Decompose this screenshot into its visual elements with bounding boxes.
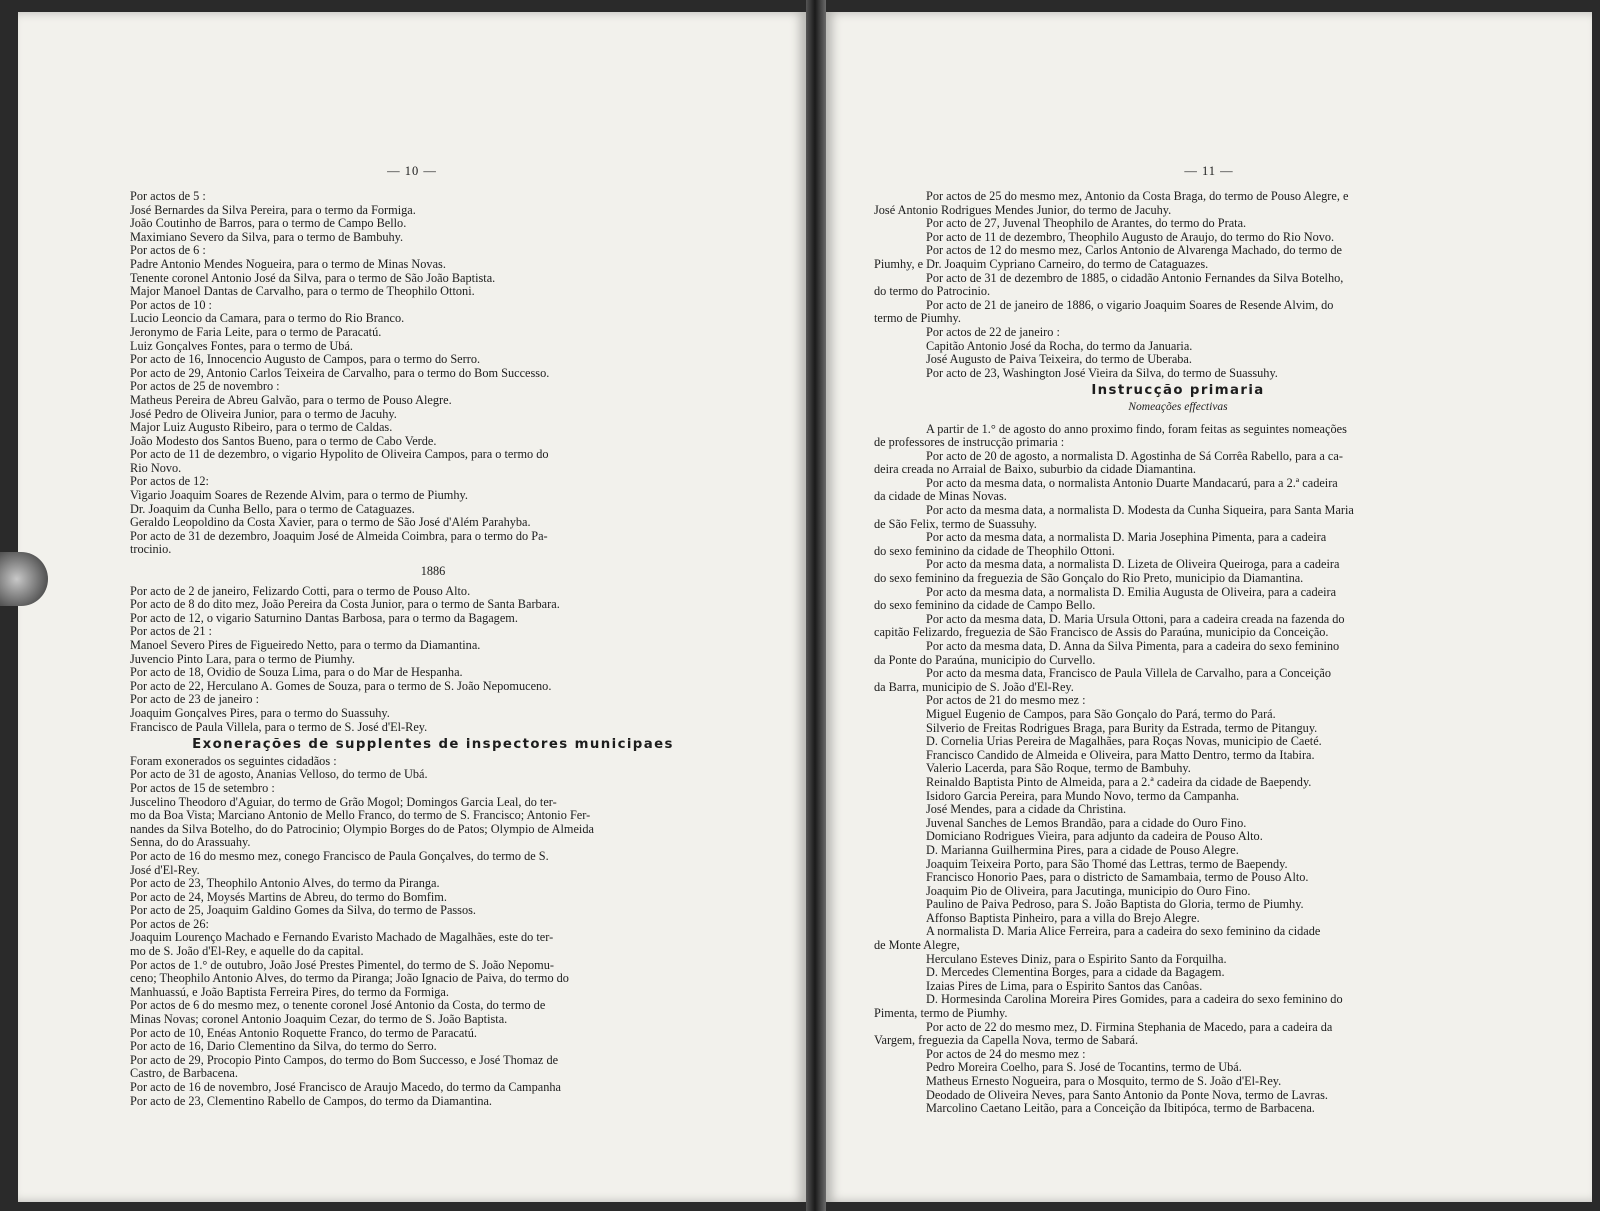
text-line: Por actos de 12 do mesmo mez, Carlos Antonio de Alvarenga Machado, do termo de (926, 243, 1342, 258)
text-line: Por acto de 22, Herculano A. Gomes de Souza, para o termo de S. João Nepomuceno. (130, 678, 552, 693)
text-line: Joaquim Gonçalves Pires, para o termo do Suassuhy. (130, 705, 390, 720)
text-line: João Modesto dos Santos Bueno, para o termo de Cabo Verde. (130, 433, 437, 448)
text-line: Por acto de 8 do dito mez, João Pereira da Costa Junior, para o termo de Santa Barbara. (130, 597, 560, 612)
text-line: Por actos de 1.° de outubro, João José Prestes Pimentel, do termo de S. João Nepomu- (130, 957, 554, 972)
right-page (826, 12, 1592, 1202)
text-line: José Bernardes da Silva Pereira, para o termo da Formiga. (130, 202, 416, 217)
text-line: Por actos de 6 : (130, 243, 206, 258)
text-line: do sexo feminino da cidade de Theophilo Ottoni. (874, 543, 1115, 558)
text-line: Por acto de 23, Theophilo Antonio Alves, do termo da Piranga. (130, 876, 440, 891)
text-line: Por acto de 31 de dezembro, Joaquim José de Almeida Coimbra, para o termo do Pa- (130, 528, 548, 543)
section-heading: Exonerações de supplentes de inspectores municipaes (192, 737, 674, 753)
text-line: Manoel Severo Pires de Figueiredo Netto, para o termo da Diamantina. (130, 638, 481, 652)
text-line: Joaquim Lourenço Machado e Fernando Evaristo Machado de Magalhães, este do ter- (130, 930, 554, 945)
text-line: Por acto de 31 de dezembro de 1885, o cidadão Antonio Fernandes da Silva Botelho, (926, 270, 1344, 285)
book-gutter (806, 0, 826, 1211)
text-line: Por acto da mesma data, a normalista D. Lizeta de Oliveira Queiroga, para a cadeira (926, 557, 1340, 572)
text-line: Por acto de 11 de dezembro, o vigario Hypolito de Oliveira Campos, para o termo do (130, 447, 549, 462)
text-line: D. Mercedes Clementina Borges, para a cidade da Bagagem. (926, 965, 1225, 980)
text-line: Joaquim Pio de Oliveira, para Jacutinga, municipio do Ouro Fino. (926, 883, 1251, 898)
text-line: de Monte Alegre, (874, 938, 960, 953)
text-line: Foram exonerados os seguintes cidadãos : (130, 753, 337, 768)
text-line: Por acto de 16, Dario Clementino da Silva, do termo do Serro. (130, 1039, 437, 1054)
right-page-text (874, 190, 1482, 1116)
text-line: Juvencio Pinto Lara, para o termo de Piumhy. (130, 651, 355, 666)
text-line: Por actos de 10 : (130, 297, 212, 312)
text-line: Dr. Joaquim da Cunha Bello, para o termo de Cataguazes. (130, 501, 415, 516)
text-line: Francisco Honorio Paes, para o districto de Samambaia, termo de Pouso Alto. (926, 870, 1309, 885)
text-line: A partir de 1.° de agosto do anno proximo findo, foram feitas as seguintes nomeações (926, 421, 1347, 436)
text-line: Por acto da mesma data, D. Maria Ursula Ottoni, para a cadeira creada na fazenda do (926, 611, 1345, 626)
text-line: de São Felix, termo de Suassuhy. (874, 516, 1037, 531)
text-line: Por acto de 27, Juvenal Theophilo de Arantes, do termo do Prata. (926, 216, 1247, 231)
text-line: Deodado de Oliveira Neves, para Santo Antonio da Ponte Nova, termo de Lavras. (926, 1087, 1328, 1102)
page-number-left: — 10 — (387, 164, 437, 178)
text-line: Matheus Ernesto Nogueira, para o Mosquito, termo de S. João d'El-Rey. (926, 1074, 1282, 1088)
text-line: Por acto de 29, Procopio Pinto Campos, do termo do Bom Successo, e José Thomaz de (130, 1052, 559, 1067)
text-line: Por acto de 31 de agosto, Ananias Velloso, do termo de Ubá. (130, 767, 428, 782)
text-line: Maximiano Severo da Silva, para o termo de Bambuhy. (130, 229, 404, 244)
page-number-right: — 11 — (1184, 164, 1234, 178)
text-line: Por acto de 23 de janeiro : (130, 692, 260, 707)
text-line: Reinaldo Baptista Pinto de Almeida, para a 2.ª cadeira da cidade de Baependy. (926, 774, 1312, 789)
text-line: Juscelino Theodoro d'Aguiar, do termo de Grão Mogol; Domingos Garcia Leal, do ter- (130, 794, 557, 809)
text-line: capitão Felizardo, freguezia de São Francisco de Assis do Paraúna, municipio da Conceição. (874, 625, 1329, 640)
text-line: Por acto de 23, Washington José Vieira da Silva, do termo de Suassuhy. (926, 365, 1278, 380)
section-subheading: Nomeações effectivas (1128, 400, 1228, 413)
text-line: Por acto de 18, Ovidio de Souza Lima, para o do Mar de Hespanha. (130, 665, 463, 680)
text-line: Herculano Esteves Diniz, para o Espirito Santo da Forquilha. (926, 951, 1227, 966)
text-line: José Pedro de Oliveira Junior, para o termo de Jacuhy. (130, 406, 397, 421)
left-page (18, 12, 806, 1202)
text-line: João Coutinho de Barros, para o termo de Campo Bello. (130, 216, 407, 231)
text-line: mo da Boa Vista; Marciano Antonio de Mello Franco, do termo de S. Francisco; Antonio Fer- (130, 808, 591, 823)
text-line: da cidade de Minas Novas. (874, 489, 1007, 504)
text-line: do sexo feminino da cidade de Campo Bello. (874, 598, 1096, 613)
text-line: Por actos de 5 : (130, 189, 206, 203)
text-line: Por actos de 12: (130, 474, 209, 489)
text-line: Domiciano Rodrigues Vieira, para adjunto da cadeira de Pouso Alto. (926, 829, 1263, 844)
text-line: Por acto de 2 de janeiro, Felizardo Cotti, para o termo de Pouso Alto. (130, 583, 471, 598)
text-line: José d'El-Rey. (130, 862, 200, 877)
text-line: Por actos de 22 de janeiro : (926, 324, 1060, 339)
left-page-text (130, 190, 736, 1108)
text-line: Francisco Candido de Almeida e Oliveira, para Matto Dentro, termo da Itabira. (926, 747, 1315, 762)
text-line: Por acto de 12, o vigario Saturnino Dantas Barbosa, para o termo da Bagagem. (130, 610, 518, 625)
text-line: Geraldo Leopoldino da Costa Xavier, para o termo de São José d'Além Parahyba. (130, 515, 531, 530)
text-line: Pimenta, termo de Piumhy. (874, 1006, 1008, 1021)
text-line: Major Manoel Dantas de Carvalho, para o termo de Theophilo Ottoni. (130, 284, 475, 299)
text-line: Por acto de 29, Antonio Carlos Teixeira de Carvalho, para o termo do Bom Successo. (130, 365, 550, 380)
text-line: Por actos de 21 do mesmo mez : (926, 693, 1086, 708)
text-line: do sexo feminino da freguezia de São Gonçalo do Rio Preto, municipio da Diamantina. (874, 571, 1304, 586)
text-line: Por acto de 25, Joaquim Galdino Gomes da Silva, do termo de Passos. (130, 903, 476, 918)
text-line: Affonso Baptista Pinheiro, para a villa do Brejo Alegre. (926, 910, 1200, 925)
text-line: Por acto da mesma data, a normalista D. Maria Josephina Pimenta, para a cadeira (926, 530, 1327, 545)
text-line: Jeronymo de Faria Leite, para o termo de Paracatú. (130, 324, 382, 339)
text-line: Por acto de 23, Clementino Rabello de Campos, do termo da Diamantina. (130, 1093, 492, 1108)
text-line: Por acto de 16 do mesmo mez, conego Francisco de Paula Gonçalves, do termo de S. (130, 848, 549, 863)
text-line: Major Luiz Augusto Ribeiro, para o termo de Caldas. (130, 420, 393, 435)
text-line: Por acto de 11 de dezembro, Theophilo Augusto de Araujo, do termo do Rio Novo. (926, 229, 1335, 244)
text-line: Por actos de 21 : (130, 624, 212, 639)
text-line: ceno; Theophilo Antonio Alves, do termo da Piranga; João Ignacio de Paiva, do termo do (130, 971, 569, 986)
text-line: Manhuassú, e João Baptista Ferreira Pires, do termo da Formiga. (130, 984, 449, 999)
text-line: Por acto de 16, Innocencio Augusto de Campos, para o termo do Serro. (130, 352, 481, 367)
text-line: Por acto de 22 do mesmo mez, D. Firmina Stephania de Macedo, para a cadeira da (926, 1019, 1333, 1034)
text-line: Por actos de 25 do mesmo mez, Antonio da Costa Braga, do termo de Pouso Alegre, e (926, 189, 1349, 203)
text-line: Marcolino Caetano Leitão, para a Conceição da Ibitipóca, termo de Barbacena. (926, 1101, 1315, 1116)
text-line: Miguel Eugenio de Campos, para São Gonçalo do Pará, termo do Pará. (926, 706, 1276, 721)
text-line: Por actos de 25 de novembro : (130, 379, 280, 394)
text-line: Lucio Leoncio da Camara, para o termo do Rio Branco. (130, 311, 405, 326)
text-line: Por acto de 24, Moysés Martins de Abreu, do termo do Bomfim. (130, 889, 447, 904)
text-line: mo de S. João d'El-Rey, e aquelle do da capital. (130, 944, 364, 959)
text-line: Castro, de Barbacena. (130, 1066, 238, 1081)
text-line: Por actos de 6 do mesmo mez, o tenente coronel José Antonio da Costa, do termo de (130, 998, 546, 1013)
text-line: Minas Novas; coronel Antonio Joaquim Cezar, do termo de S. João Baptista. (130, 1012, 508, 1027)
text-line: Por acto de 21 de janeiro de 1886, o vigario Joaquim Soares de Resende Alvim, do (926, 297, 1334, 312)
section-heading: Instrucção primaria (1091, 383, 1265, 399)
text-line: termo de Piumhy. (874, 311, 961, 326)
text-line: da Barra, municipio de S. João d'El-Rey. (874, 679, 1074, 694)
text-line: José Antonio Rodrigues Mendes Junior, do termo de Jacuhy. (874, 202, 1172, 217)
text-line: Rio Novo. (130, 460, 182, 475)
text-line: D. Hormesinda Carolina Moreira Pires Gomides, para a cadeira do sexo feminino do (926, 992, 1343, 1007)
year-heading: 1886 (420, 564, 446, 579)
text-line: D. Marianna Guilhermina Pires, para a cidade de Pouso Alegre. (926, 842, 1239, 857)
text-line: Isidoro Garcia Pereira, para Mundo Novo, termo da Campanha. (926, 788, 1240, 803)
text-line: Francisco de Paula Villela, para o termo de S. José d'El-Rey. (130, 719, 428, 734)
text-line: deira creada no Arraial de Baixo, suburbio da cidade Diamantina. (874, 462, 1196, 477)
text-line: Matheus Pereira de Abreu Galvão, para o termo de Pouso Alegre. (130, 392, 452, 407)
text-line: Por acto da mesma data, D. Anna da Silva Pimenta, para a cadeira do sexo feminino (926, 639, 1340, 653)
text-line: Por acto da mesma data, o normalista Antonio Duarte Mandacarú, para a 2.ª cadeira (926, 475, 1338, 490)
text-line: Por acto de 10, Enéas Antonio Roquette Franco, do termo de Paracatú. (130, 1025, 477, 1040)
text-line: D. Cornelia Urias Pereira de Magalhães, para Roças Novas, municipio de Caeté. (926, 734, 1322, 749)
text-line: Joaquim Teixeira Porto, para São Thomé das Lettras, termo de Baependy. (926, 856, 1288, 871)
text-line: A normalista D. Maria Alice Ferreira, para a cadeira do sexo feminino da cidade (926, 924, 1321, 939)
text-line: Juvenal Sanches de Lemos Brandão, para a cidade do Ouro Fino. (926, 815, 1247, 830)
text-line: Pedro Moreira Coelho, para S. José de Tocantins, termo de Ubá. (926, 1060, 1242, 1075)
text-line: Izaias Pires de Lima, para o Espirito Santos das Canôas. (926, 978, 1203, 993)
text-line: da Ponte do Paraúna, municipio do Curvello. (874, 652, 1096, 667)
text-line: Valerio Lacerda, para São Roque, termo de Bambuhy. (926, 761, 1191, 776)
text-line: Por actos de 15 de setembro : (130, 780, 275, 795)
text-line: Paulino de Paiva Pedroso, para S. João Baptista do Gloria, termo de Piumhy. (926, 897, 1304, 912)
text-line: nandes da Silva Botelho, do do Patrocinio; Olympio Borges do de Patos; Olympio de Almeida (130, 821, 594, 836)
text-line: Por actos de 26: (130, 916, 209, 931)
text-line: Senna, do do Arassuahy. (130, 835, 251, 850)
text-line: Por acto da mesma data, Francisco de Paula Villela de Carvalho, para a Conceição (926, 666, 1332, 681)
text-line: Vigario Joaquim Soares de Rezende Alvim, para o termo de Piumhy. (130, 488, 468, 503)
text-line: Luiz Gonçalves Fontes, para o termo de Ubá. (130, 338, 353, 353)
text-line: Piumhy, e Dr. Joaquim Cypriano Carneiro, do termo de Cataguazes. (874, 256, 1209, 271)
text-line: Silverio de Freitas Rodrigues Braga, para Burity da Estrada, termo de Pitanguy. (926, 720, 1318, 735)
text-line: Por acto de 16 de novembro, José Francisco de Araujo Macedo, do termo da Campanha (130, 1080, 561, 1094)
text-line: Capitão Antonio José da Rocha, do termo da Januaria. (926, 338, 1193, 353)
text-line: Por acto de 20 de agosto, a normalista D. Agostinha de Sá Corrêa Rabello, para a ca- (926, 448, 1343, 463)
text-line: Tenente coronel Antonio José da Silva, para o termo de São João Baptista. (130, 270, 496, 285)
text-line: Padre Antonio Mendes Nogueira, para o termo de Minas Novas. (130, 256, 446, 271)
text-line: do termo do Patrocinio. (874, 284, 991, 299)
text-line: Vargem, freguezia da Capella Nova, termo de Sabará. (874, 1033, 1139, 1048)
text-line: trocinio. (130, 542, 172, 557)
text-line: Por acto da mesma data, a normalista D. Modesta da Cunha Siqueira, para Santa Maria (926, 503, 1354, 518)
text-line: Por acto da mesma data, a normalista D. Emilia Augusta de Oliveira, para a cadeira (926, 584, 1337, 599)
text-line: Por actos de 24 do mesmo mez : (926, 1046, 1086, 1061)
text-line: José Augusto de Paiva Teixeira, do termo de Uberaba. (926, 352, 1192, 367)
text-line: José Mendes, para a cidade da Christina. (926, 802, 1127, 817)
text-line: de professores de instrucção primaria : (874, 435, 1065, 450)
